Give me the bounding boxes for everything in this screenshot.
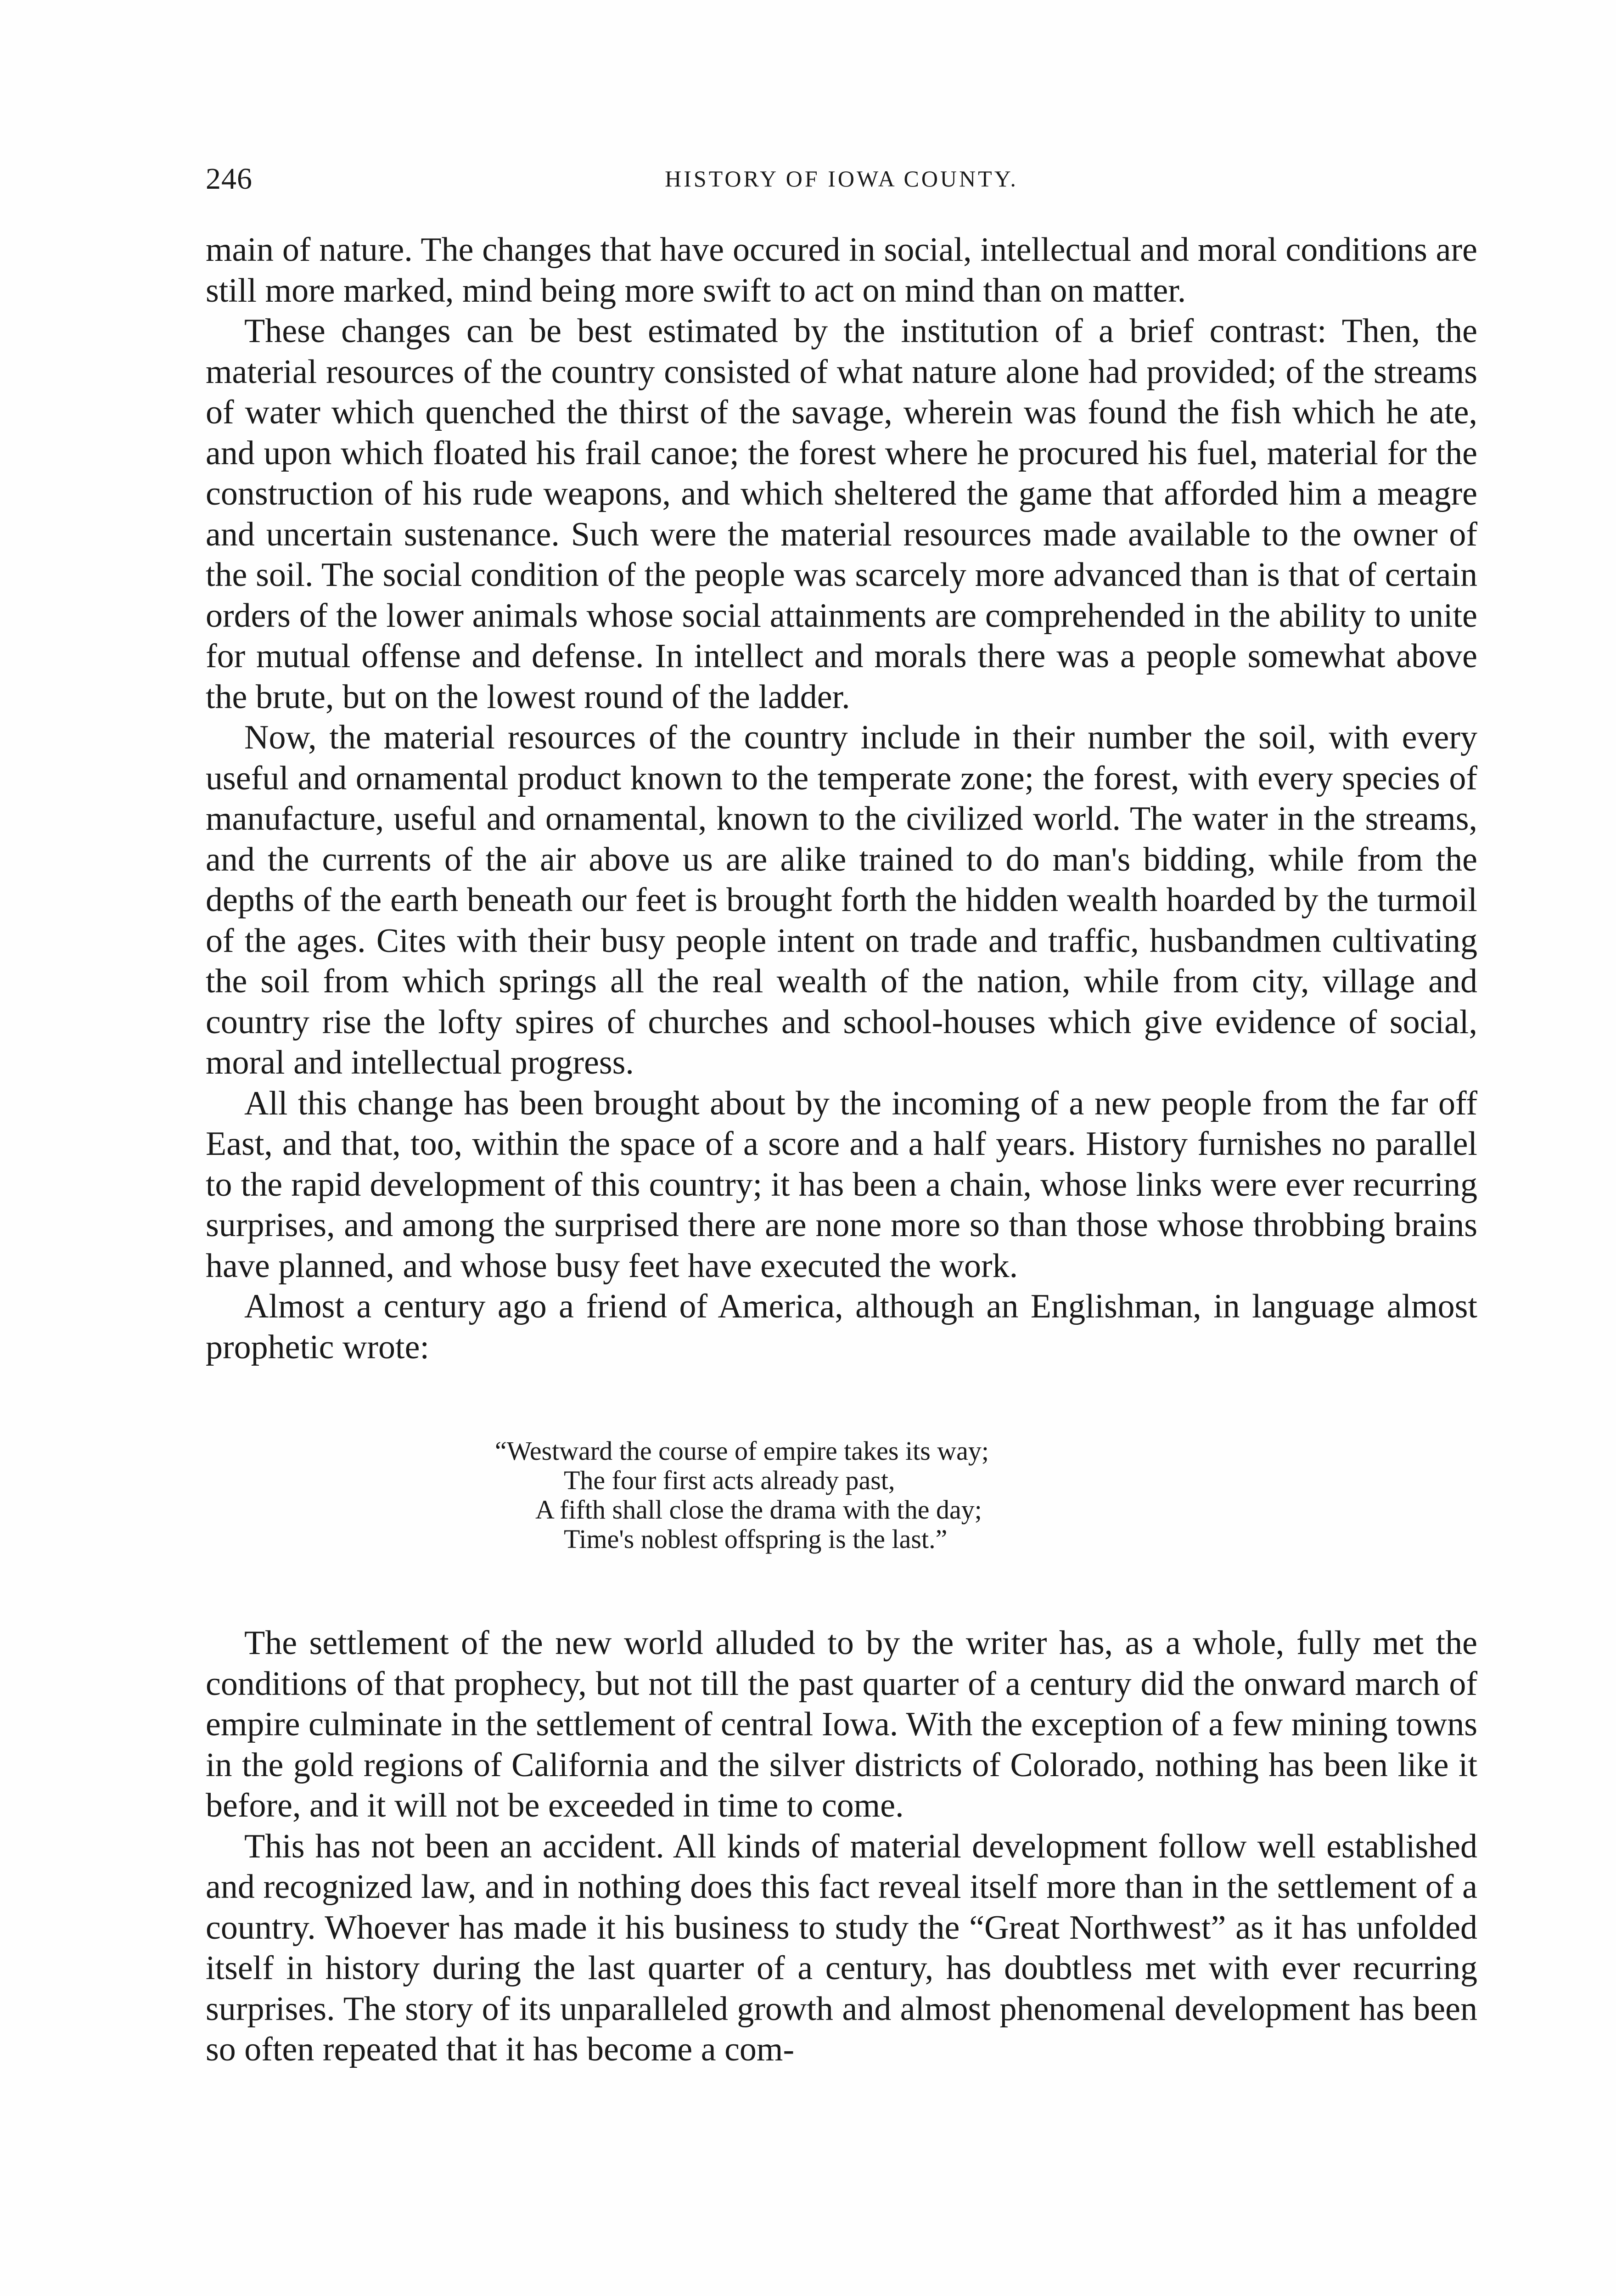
verse-line: The four first acts already past,	[564, 1465, 895, 1495]
verse-line: A fifth shall close the drama with the day;	[535, 1495, 982, 1525]
paragraph: The settlement of the new world alluded to by the writer has, as a whole, fully met the conditions of that prophecy, but not till the past quarter of a century did the onward march of empire culminate in the settlement of central Iowa. With the exception of a few mining towns in the gold regions of California and the silver districts of Colorado, nothing has been like it before, and it will not be exceeded in time to come.	[206, 1624, 1477, 1824]
page-number: 246	[206, 162, 252, 196]
paragraph: Now, the material resources of the country include in their number the soil, with every useful and ornamental product known to the temperate zone; the forest, with every species of manufacture, useful and ornamental, known to the civilized world. The water in the streams, and the currents of the air above us are alike trained to do man's bidding, while from the depths of the earth beneath our feet is brought forth the hidden wealth hoarded by the turmoil of the ages. Cites with their busy people intent on trade and traffic, husbandmen cultivating the soil from which springs all the real wealth of the nation, while from city, village and country rise the lofty spires of churches and school-houses which give evidence of social, moral and intellectual progress.	[206, 719, 1477, 1081]
body-text	[206, 230, 1477, 2070]
verse-quotation	[206, 1436, 1477, 1554]
paragraph: Almost a century ago a friend of America, although an Englishman, in language almost prophetic wrote:	[206, 1288, 1477, 1366]
paragraph: All this change has been brought about by the incoming of a new people from the far off East, and that, too, within the space of a score and a half years. History furnishes no parallel to the rapid development of this country; it has been a chain, whose links were ever recurring surprises, and among the surprised there are none more so than those whose throbbing brains have planned, and whose busy feet have executed the work.	[206, 1084, 1477, 1285]
verse-line: Time's noblest offspring is the last.”	[564, 1524, 948, 1554]
running-head: HISTORY OF IOWA COUNTY.	[665, 166, 1018, 191]
page-header	[206, 162, 1477, 198]
verse-line: “Westward the course of empire takes its way;	[495, 1436, 989, 1466]
paragraph: main of nature. The changes that have occured in social, intellectual and moral conditions are still more marked, mind being more swift to act on mind than on matter.	[206, 231, 1477, 310]
paragraph: This has not been an accident. All kinds of material development follow well established and recognized law, and in nothing does this fact reveal itself more than in the settlement of a country. Whoever has made it his business to study the “Great Northwest” as it has unfolded itself in history during the last quarter of a century, has doubtless met with ever recurring surprises. The story of its unparalleled growth and almost phenomenal development has been so often repeated that it has become a com-	[206, 1827, 1477, 2068]
paragraph: These changes can be best estimated by the institution of a brief contrast: Then, the material resources of the country consisted of what nature alone had provided; of the streams of water which quenched the thirst of the savage, wherein was found the fish which he ate, and upon which floated his frail canoe; the forest where he procured his fuel, material for the construction of his rude weapons, and which sheltered the game that afforded him a meagre and uncertain sustenance. Such were the material resources made available to the owner of the soil. The social condition of the people was scarcely more advanced than is that of certain orders of the lower animals whose social attainments are comprehended in the ability to unite for mutual offense and defense. In intellect and morals there was a people somewhat above the brute, but on the lowest round of the ladder.	[206, 312, 1477, 716]
